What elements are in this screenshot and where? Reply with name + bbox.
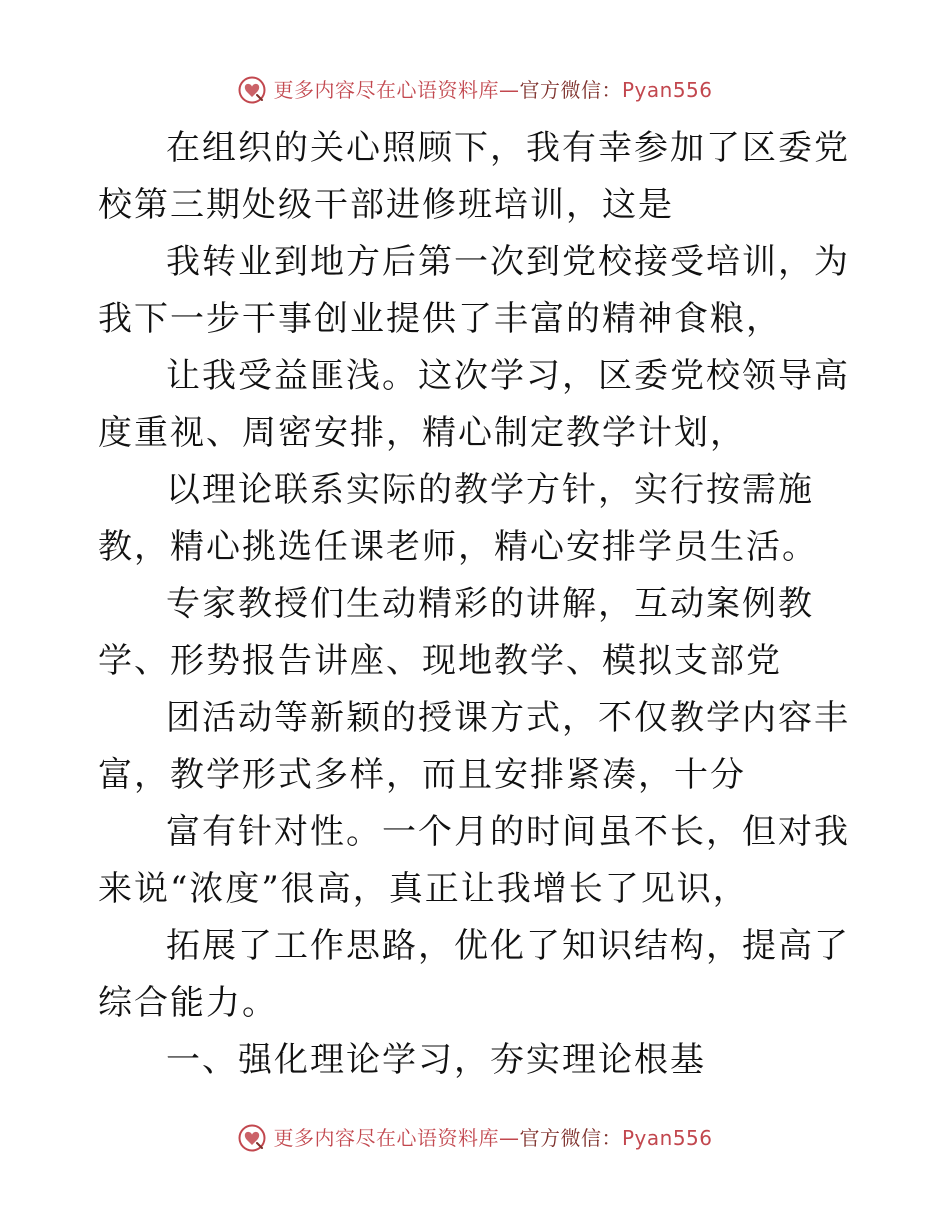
footer-brand: 更多内容尽在心语资料库: [273, 1126, 499, 1150]
section-heading: 一、强化理论学习，夯实理论根基: [166, 1040, 706, 1080]
paragraph-2: 我转业到地方后第一次到党校接受培训，为我下一步干事创业提供了丰富的精神食粮，: [98, 242, 850, 339]
footer-watermark-text: [273, 1128, 712, 1148]
heart-pen-logo-icon: [237, 75, 267, 105]
paragraph-5: 专家教授们生动精彩的讲解，互动案例教学、形势报告讲座、现地教学、模拟支部党: [98, 584, 814, 681]
header-brand: 更多内容尽在心语资料库: [273, 78, 499, 102]
paragraph-8: 拓展了工作思路，优化了知识结构，提高了综合能力。: [98, 926, 850, 1023]
heart-pen-logo-icon: [237, 1123, 267, 1153]
header-watermark-text: [273, 80, 712, 100]
paragraph-7: 富有针对性。一个月的时间虽不长，但对我来说“浓度”很高，真正让我增长了见识，: [98, 812, 850, 909]
footer-dash: —: [498, 1126, 520, 1150]
paragraph-4: 以理论联系实际的教学方针，实行按需施教，精心挑选任课老师，精心安排学员生活。: [98, 470, 818, 567]
document-body: [98, 120, 858, 1089]
header-dash: —: [498, 78, 520, 102]
header-wechat-id: Pyan556: [621, 78, 713, 102]
paragraph-1: 在组织的关心照顾下，我有幸参加了区委党校第三期处级干部进修班培训，这是: [98, 128, 850, 225]
header-watermark: [0, 70, 950, 110]
footer-watermark: [0, 1118, 950, 1158]
header-official: 官方微信：: [519, 78, 622, 102]
paragraph-6: 团活动等新颖的授课方式，不仅教学内容丰富，教学形式多样，而且安排紧凑，十分: [98, 698, 850, 795]
paragraph-3: 让我受益匪浅。这次学习，区委党校领导高度重视、周密安排，精心制定教学计划，: [98, 356, 850, 453]
footer-wechat-id: Pyan556: [621, 1126, 713, 1150]
footer-official: 官方微信：: [519, 1126, 622, 1150]
